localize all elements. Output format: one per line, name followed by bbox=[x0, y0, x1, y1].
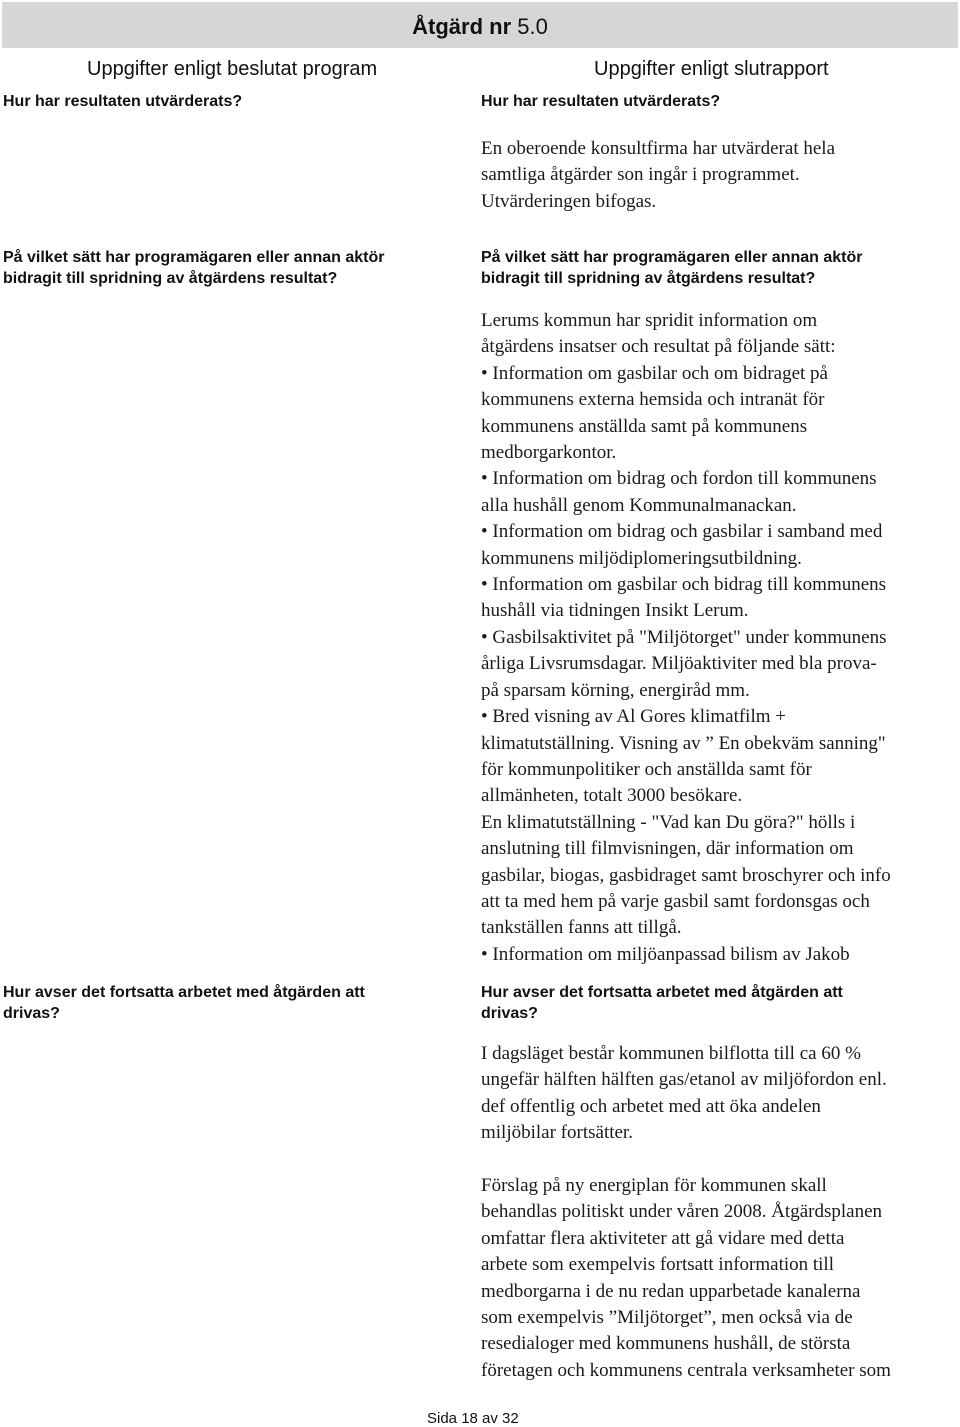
left-question-continuation-line2: drivas? bbox=[3, 1005, 60, 1022]
text-line: ungefär hälften hälften gas/etanol av miljöfordon enl. bbox=[481, 1069, 887, 1091]
right-column-heading: Uppgifter enligt slutrapport bbox=[594, 58, 829, 80]
left-question-continuation bbox=[3, 982, 365, 1024]
text-line: alla hushåll genom Kommunalmanackan. bbox=[481, 494, 797, 516]
left-question-continuation-line1: Hur avser det fortsatta arbetet med åtgärden att bbox=[3, 984, 365, 1001]
text-line: klimatutställning. Visning av ” En obekväm sanning" bbox=[481, 732, 886, 754]
text-line: medborgarkontor. bbox=[481, 442, 617, 464]
text-line: miljöbilar fortsätter. bbox=[481, 1122, 633, 1144]
text-line: Förslag på ny energiplan för kommunen skall bbox=[481, 1175, 827, 1197]
text-line: företagen och kommunens centrala verksamheter som bbox=[481, 1359, 891, 1381]
bullet-line: • Information om gasbilar och om bidraget på bbox=[481, 362, 828, 384]
continuation-answer bbox=[481, 1041, 951, 1384]
right-question-continuation-line2: drivas? bbox=[481, 1005, 538, 1022]
text-line: som exempelvis ”Miljötorget”, men också via de bbox=[481, 1307, 853, 1329]
header-banner bbox=[2, 2, 958, 48]
bullet-line: • Bred visning av Al Gores klimatfilm + bbox=[481, 706, 786, 728]
right-question-evaluation: Hur har resultaten utvärderats? bbox=[481, 93, 721, 110]
text-line: kommunens anställda samt på kommunens bbox=[481, 415, 808, 437]
dissemination-answer bbox=[481, 308, 951, 968]
text-line: tankställen fanns att tillgå. bbox=[481, 917, 682, 939]
bullet-line: • Information om bidrag och fordon till kommunens bbox=[481, 468, 877, 490]
page-number: Sida 18 av 32 bbox=[427, 1410, 519, 1427]
text-line: för kommunpolitiker och anställda samt för bbox=[481, 758, 812, 780]
paragraph-spacer bbox=[481, 1147, 951, 1173]
measure-number: 5.0 bbox=[517, 14, 548, 39]
text-line: på sparsam körning, energiråd mm. bbox=[481, 679, 750, 701]
text-line: samtliga åtgärder son ingår i programmet. bbox=[481, 164, 800, 186]
text-line: def offentlig och arbetet med att öka andelen bbox=[481, 1095, 821, 1117]
text-line: I dagsläget består kommunen bilflotta till ca 60 % bbox=[481, 1043, 861, 1064]
text-line: årliga Livsrumsdagar. Miljöaktiviter med bla prova- bbox=[481, 653, 877, 675]
right-question-dissemination-line1: På vilket sätt har programägaren eller annan aktör bbox=[481, 249, 863, 266]
text-line: kommunens miljödiplomeringsutbildning. bbox=[481, 547, 802, 569]
right-question-continuation bbox=[481, 982, 843, 1024]
text-line: allmänheten, totalt 3000 besökare. bbox=[481, 785, 743, 807]
left-question-dissemination-line1: På vilket sätt har programägaren eller annan aktör bbox=[3, 249, 385, 266]
left-question-dissemination bbox=[3, 247, 384, 289]
text-line: En oberoende konsultfirma har utvärderat hela bbox=[481, 138, 835, 159]
text-line: behandlas politiskt under våren 2008. Åtgärdsplanen bbox=[481, 1201, 883, 1223]
measure-title bbox=[2, 14, 958, 40]
bullet-line: • Gasbilsaktivitet på "Miljötorget" under kommunens bbox=[481, 626, 887, 648]
text-line: medborgarna i de nu redan upparbetade kanalerna bbox=[481, 1280, 861, 1302]
right-question-dissemination-line2: bidragit till spridning av åtgärdens resultat? bbox=[481, 270, 816, 287]
text-line: anslutning till filmvisningen, där information om bbox=[481, 838, 854, 860]
text-line: hushåll via tidningen Insikt Lerum. bbox=[481, 600, 749, 622]
left-column-heading: Uppgifter enligt beslutat program bbox=[87, 58, 378, 80]
evaluation-answer bbox=[481, 136, 951, 215]
measure-title-label: Åtgärd nr bbox=[412, 14, 512, 39]
text-line: åtgärdens insatser och resultat på följande sätt: bbox=[481, 336, 836, 358]
bullet-line: • Information om bidrag och gasbilar i samband med bbox=[481, 521, 883, 543]
text-line: omfattar flera aktiviteter att gå vidare med detta bbox=[481, 1227, 845, 1249]
text-line: Lerums kommun har spridit information om bbox=[481, 310, 818, 331]
left-question-evaluation: Hur har resultaten utvärderats? bbox=[3, 93, 243, 110]
text-line: Utvärderingen bifogas. bbox=[481, 190, 657, 212]
right-question-dissemination bbox=[481, 247, 862, 289]
left-question-dissemination-line2: bidragit till spridning av åtgärdens resultat? bbox=[3, 270, 338, 287]
right-question-continuation-line1: Hur avser det fortsatta arbetet med åtgärden att bbox=[481, 984, 843, 1001]
bullet-line: • Information om gasbilar och bidrag till kommunens bbox=[481, 574, 887, 596]
text-line: kommunens externa hemsida och intranät för bbox=[481, 389, 825, 411]
text-line: resedialoger med kommunens hushåll, de största bbox=[481, 1333, 851, 1355]
bullet-line: • Information om miljöanpassad bilism av Jakob bbox=[481, 943, 850, 965]
text-line: arbete som exempelvis fortsatt information till bbox=[481, 1254, 834, 1276]
text-line: En klimatutställning - "Vad kan Du göra?" hölls i bbox=[481, 811, 856, 833]
text-line: gasbilar, biogas, gasbidraget samt broschyrer och info bbox=[481, 864, 891, 886]
text-line: att ta med hem på varje gasbil samt fordonsgas och bbox=[481, 890, 870, 912]
